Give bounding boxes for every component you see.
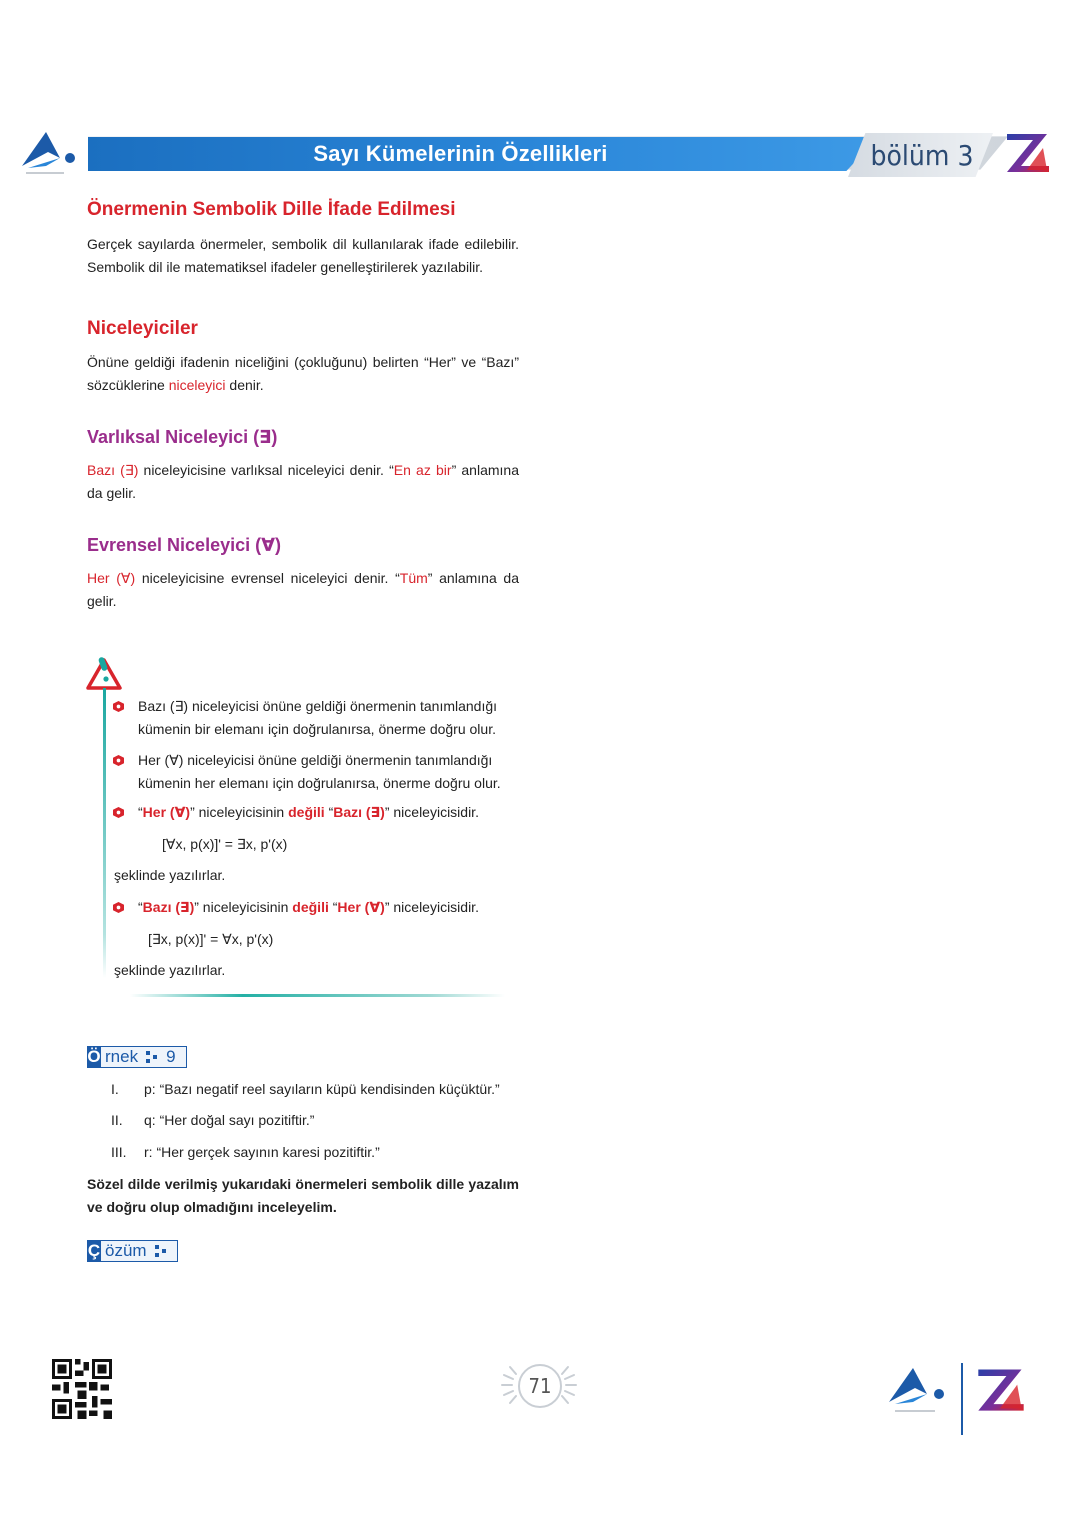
warning-item-2: Her (∀) niceleyicisi önüne geldiği önermenin tanımlandığı kümenin her elemanı için doğrulanırsa, önerme doğru olur. [138, 752, 501, 791]
example-item-numeral: II. [111, 1112, 123, 1128]
z-brand-logo-icon [974, 1363, 1028, 1415]
section-text-symbolic-language: Gerçek sayılarda önermeler, sembolik dil kullanılarak ifade edilebilir. Sembolik dil ile matematiksel ifadeler genelleştirilerek yazılabilir. [87, 236, 519, 275]
section-text-existential: Bazı (∃) niceleyicisine varlıksal niceleyici denir. “En az bir” anlamına da gelir. [87, 462, 519, 501]
term-quantifier: niceleyici [168, 376, 226, 393]
bullet-icon [113, 701, 124, 712]
page-number: 71 [518, 1364, 562, 1408]
example-item-numeral: I. [111, 1081, 119, 1097]
warning-item-3: “Her (∀)” niceleyicisinin değili “Bazı (∃)” niceleyicisidir. [138, 804, 479, 820]
footer-divider [961, 1363, 963, 1435]
example-item-text: q: “Her doğal sayı pozitiftir.” [144, 1112, 315, 1128]
warning-written-note-1: şeklinde yazılırlar. [114, 867, 226, 883]
warning-item-1: Bazı (∃) niceleyicisi önüne geldiği önermenin tanımlandığı kümenin bir elemanı için doğrulanırsa, önerme doğru olur. [138, 698, 498, 737]
section-text-universal: Her (∀) niceleyicisine evrensel niceleyici denir. “Tüm” anlamına da gelir. [87, 570, 520, 609]
example-tag: Ö rnek 9 [87, 1046, 187, 1068]
bullet-icon [113, 755, 124, 766]
example-question: Sözel dilde verilmiş yukarıdaki önermeleri sembolik dille yazalım ve doğru olup olmadığını inceleyelim. [87, 1176, 519, 1215]
publisher-logo-icon [20, 128, 80, 180]
qr-code-icon[interactable] [52, 1359, 112, 1419]
chapter-label: bölüm 3 [870, 139, 974, 172]
warning-item-4: “Bazı (∃)” niceleyicisinin değili “Her (∀)” niceleyicisidir. [138, 899, 479, 915]
publisher-logo-icon [887, 1362, 949, 1418]
bullet-icon [113, 902, 124, 913]
section-text-quantifiers: Önüne geldiği ifadenin niceliğini (çokluğunu) belirten “Her” ve “Bazı” sözcüklerine niceleyici denir. [87, 354, 519, 393]
dots-arrow-icon [155, 1245, 167, 1257]
solution-tag: Ç özüm [87, 1240, 178, 1262]
example-item-text: p: “Bazı negatif reel sayıların küpü kendisinden küçüktür.” [144, 1081, 500, 1097]
warning-written-note-2: şeklinde yazılırlar. [114, 962, 226, 978]
section-title-symbolic-language: Önermenin Sembolik Dille İfade Edilmesi [87, 199, 456, 220]
section-title-existential: Varlıksal Niceleyici (∃) [87, 427, 278, 447]
page-title: Sayı Kümelerinin Özellikleri [313, 141, 608, 166]
example-item-numeral: III. [111, 1144, 127, 1160]
section-title-quantifiers: Niceleyiciler [87, 318, 198, 339]
z-brand-logo-icon [1003, 128, 1053, 176]
formula-negation-existential: [∃x, p(x)]' = ∀x, p'(x) [148, 931, 274, 947]
warning-bottom-rule [130, 994, 505, 997]
dots-arrow-icon [146, 1051, 158, 1063]
formula-negation-universal: [∀x, p(x)]' = ∃x, p'(x) [162, 836, 288, 852]
example-number: 9 [166, 1047, 176, 1066]
example-item-text: r: “Her gerçek sayının karesi pozitiftir.” [144, 1144, 380, 1160]
bullet-icon [113, 807, 124, 818]
warning-vertical-rule [103, 688, 106, 978]
section-title-universal: Evrensel Niceleyici (∀) [87, 535, 282, 555]
warning-triangle-icon [84, 654, 124, 692]
